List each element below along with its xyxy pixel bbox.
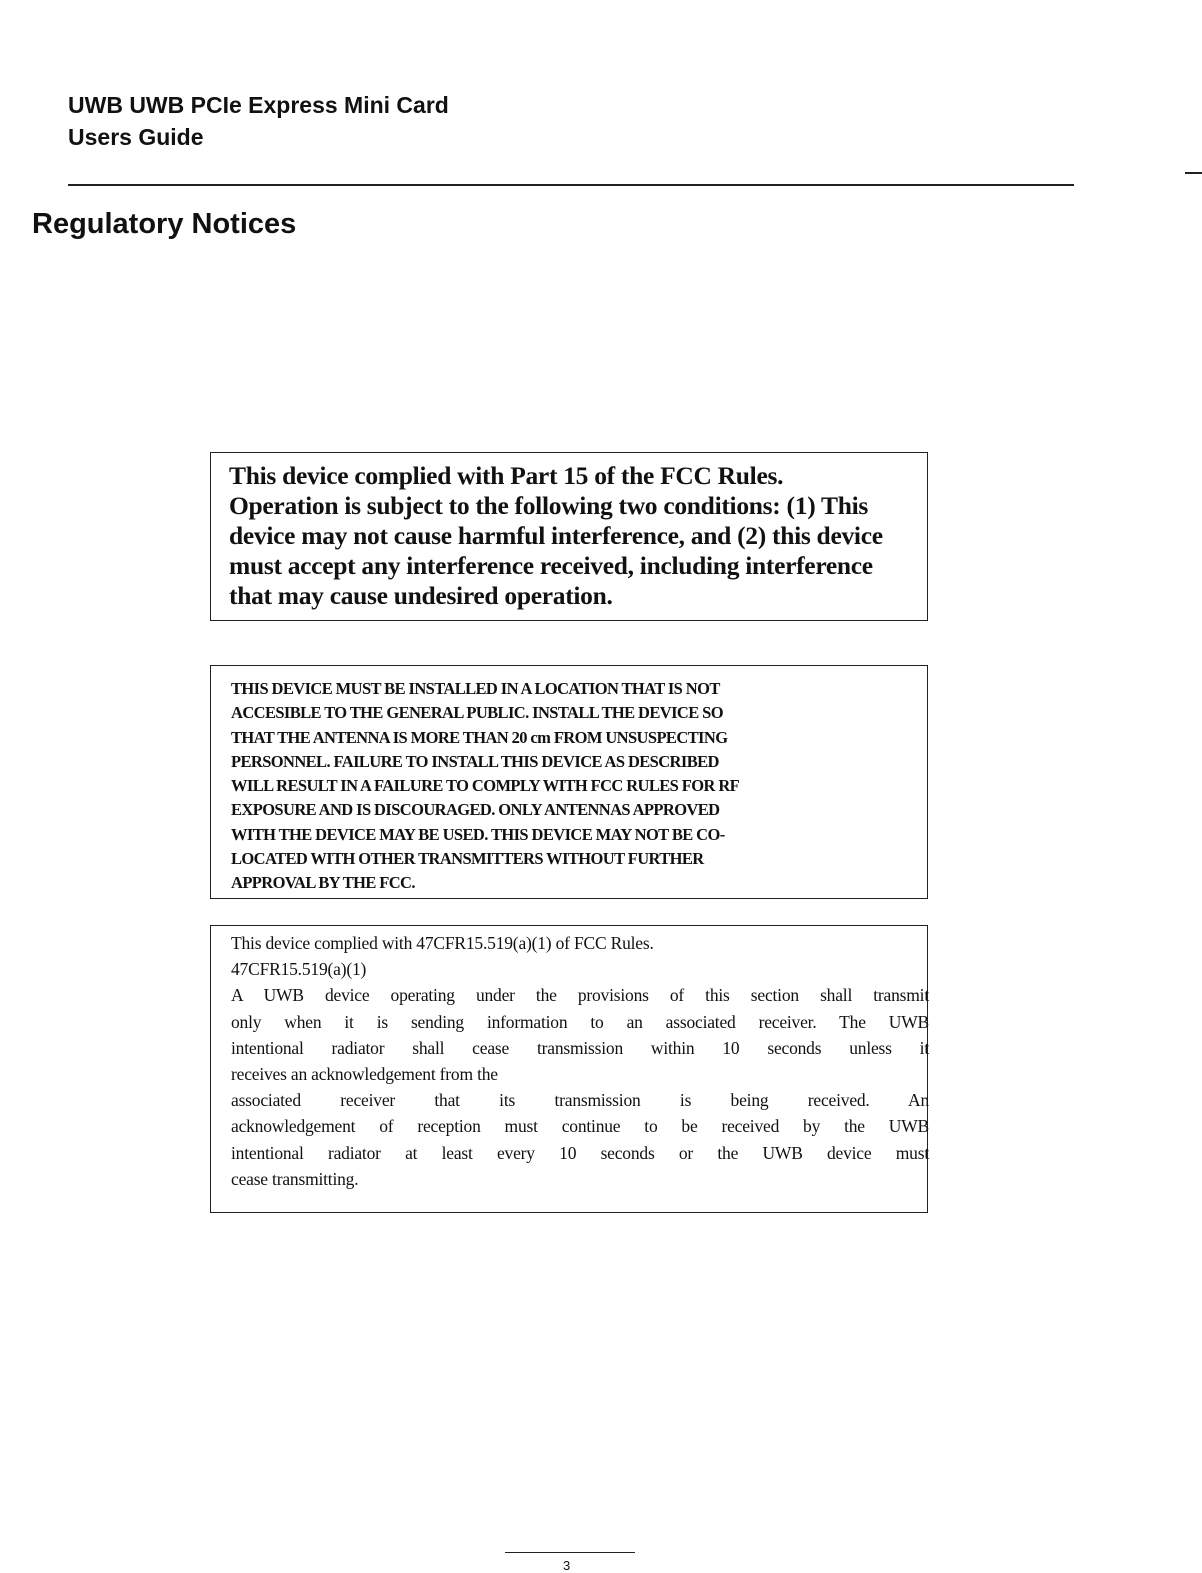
notice-line: WILL RESULT IN A FAILURE TO COMPLY WITH FCC RULES FOR RF: [231, 776, 740, 796]
notice-line: WITH THE DEVICE MAY BE USED. THIS DEVICE MAY NOT BE CO-: [231, 824, 725, 844]
notice-line: APPROVAL BY THE FCC.: [231, 873, 415, 893]
page-number: 3: [563, 1558, 571, 1573]
document-title: UWB UWB PCIe Express Mini Card: [68, 92, 449, 118]
footer-rule: [505, 1552, 635, 1553]
notice-line: acknowledgement of reception must continue to be received by the UWB: [231, 1116, 929, 1137]
notice-line: device may not cause harmful interference, and (2) this device: [229, 521, 883, 550]
notice-line: This device complied with Part 15 of the FCC Rules.: [229, 461, 784, 490]
installation-notice: [210, 665, 928, 899]
uwb-notice: [210, 925, 928, 1213]
notice-line: EXPOSURE AND IS DISCOURAGED. ONLY ANTENNAS APPROVED: [231, 800, 720, 820]
header-rule: [68, 184, 1074, 186]
notice-line: receives an acknowledgement from the: [231, 1064, 498, 1085]
notice-line: ACCESIBLE TO THE GENERAL PUBLIC. INSTALL THE DEVICE SO: [231, 703, 723, 723]
notice-line: PERSONNEL. FAILURE TO INSTALL THIS DEVICE AS DESCRIBED: [231, 751, 719, 771]
notice-line: that may cause undesired operation.: [229, 581, 613, 610]
notice-line: 47CFR15.519(a)(1): [231, 959, 367, 980]
notice-line: associated receiver that its transmission is being received. An: [231, 1090, 929, 1111]
notice-line: THAT THE ANTENNA IS MORE THAN 20 cm FROM UNSUSPECTING: [231, 727, 728, 747]
notice-line: A UWB device operating under the provisions of this section shall transmit: [231, 985, 929, 1006]
notice-line: Operation is subject to the following two conditions: (1) This: [229, 491, 868, 520]
notice-line: only when it is sending information to an associated receiver. The UWB: [231, 1011, 929, 1032]
fcc-part15-notice: [210, 452, 928, 621]
notice-line: intentional radiator at least every 10 seconds or the UWB device must: [231, 1142, 929, 1163]
notice-line: intentional radiator shall cease transmission within 10 seconds unless it: [231, 1037, 929, 1058]
notice-line: cease transmitting.: [231, 1168, 359, 1189]
section-title: Regulatory Notices: [32, 208, 297, 240]
notice-line: must accept any interference received, including interference: [229, 551, 873, 580]
notice-line: LOCATED WITH OTHER TRANSMITTERS WITHOUT FURTHER: [231, 849, 704, 869]
margin-mark: [1185, 172, 1202, 174]
notice-line: THIS DEVICE MUST BE INSTALLED IN A LOCATION THAT IS NOT: [231, 679, 720, 698]
notice-line: This device complied with 47CFR15.519(a)(1) of FCC Rules.: [231, 933, 654, 953]
document-subtitle: Users Guide: [68, 124, 204, 150]
